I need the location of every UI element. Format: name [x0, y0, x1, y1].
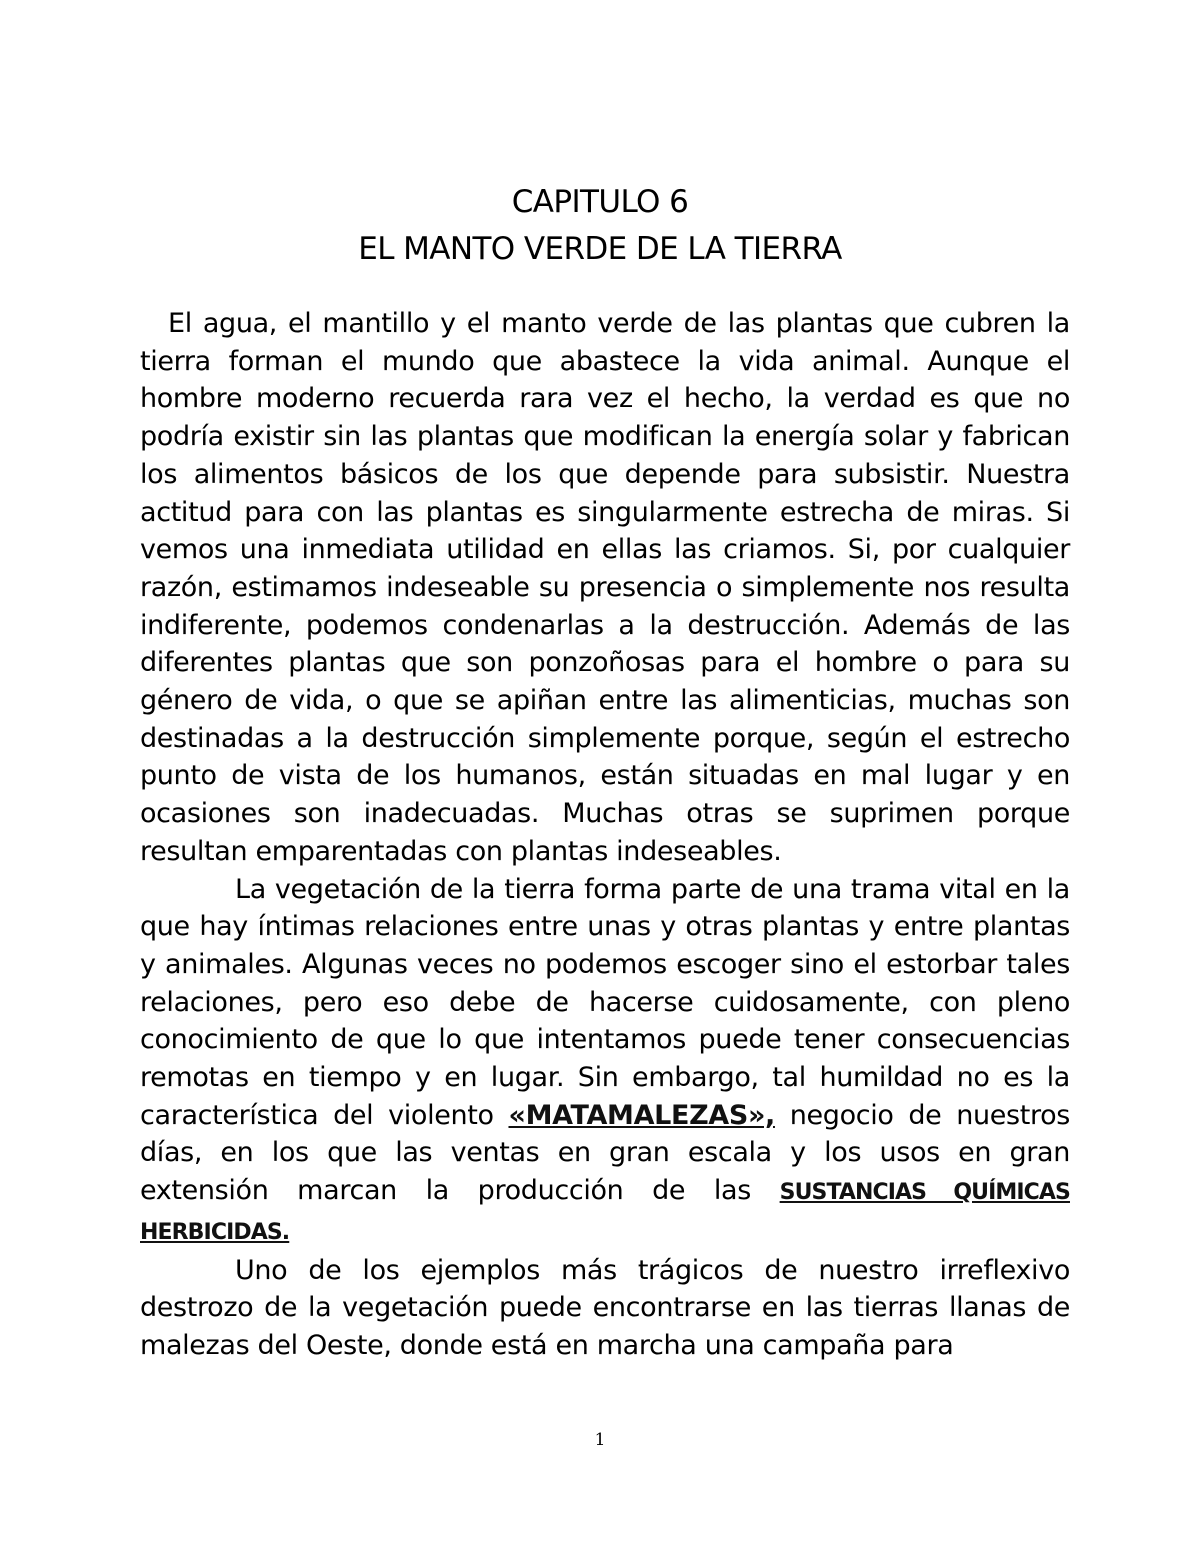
- page-number: 1: [594, 1430, 606, 1450]
- paragraph-1: El agua, el mantillo y el manto verde de las plantas que cubren la tierra forman el mundo que abastece la vida animal. Aunque el hombre moderno recuerda rara vez el hecho, la verdad es que no podría existir sin las plantas que modifican la energía solar y fabrican los alimentos básicos de los que depende para subsistir. Nuestra actitud para con las plantas es singularmente estrecha de miras. Si vemos una inmediata utilidad en ellas las criamos. Si, por cualquier razón, estimamos indeseable su presencia o simplemente nos resulta indiferente, podemos condenarlas a la destrucción. Además de las diferentes plantas que son ponzoñosas para el hombre o para su género de vida, o que se apiñan entre las alimenticias, muchas son destinadas a la destrucción simplemente porque, según el estrecho punto de vista de los humanos, están situadas en mal lugar y en ocasiones son inadecuadas. Muchas otras se suprimen porque resultan emparentadas con plantas indeseables.: [140, 308, 1070, 867]
- paragraph-2-text-b: negocio de nuestros días, en los que las ventas en gran escala y los usos en gran extensión marcan la producción de las: [140, 1099, 1070, 1207]
- paragraph-2: [140, 871, 1070, 1252]
- body-text: [140, 305, 1070, 1365]
- paragraph-2-text-a: La vegetación de la tierra forma parte de una trama vital en la que hay íntimas relaciones entre unas y otras plantas y entre plantas y animales. Algunas veces no podemos escoger sino el estorbar tales relaciones, pero eso debe de hacerse cuidosamente, con pleno conocimiento de que lo que intentamos puede tener consecuencias remotas en tiempo y en lugar. Sin embargo, tal humildad no es la característica del violento: [140, 873, 1070, 1131]
- chapter-title: EL MANTO VERDE DE LA TIERRA: [358, 231, 842, 267]
- herbicidas-emphasis: SUSTANCIAS QUÍMICAS HERBICIDAS.: [140, 1180, 1070, 1245]
- paragraph-3: Uno de los ejemplos más trágicos de nuestro irreflexivo destrozo de la vegetación puede encontrarse en las tierras llanas de malezas del Oeste, donde está en marcha una campaña para: [140, 1254, 1070, 1361]
- matamalezas-emphasis: «MATAMALEZAS»,: [508, 1099, 775, 1131]
- chapter-heading: CAPITULO 6: [511, 184, 689, 220]
